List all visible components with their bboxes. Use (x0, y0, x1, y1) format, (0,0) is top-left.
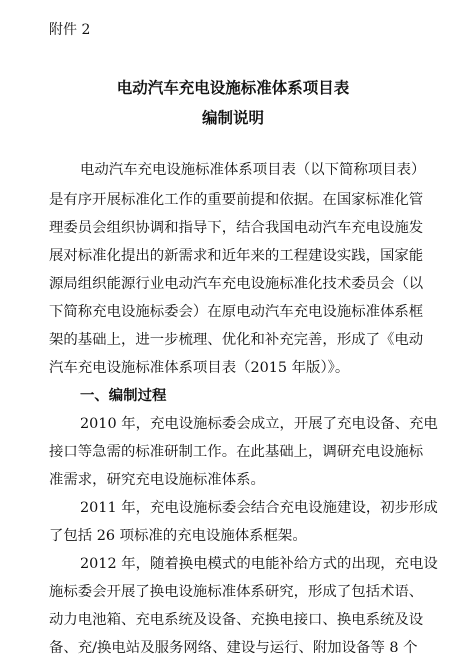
paragraph-line: 动力电池箱、充电系统及设备、充换电接口、换电系统及设 (49, 612, 424, 628)
paragraph-line: 备、充/换电站及服务网络、建设与运行、附加设备等 8 个 (49, 640, 418, 656)
intro-line: 架的基础上，进一步梳理、优化和补充完善，形成了《电动 (49, 332, 424, 348)
paragraph-line: 2012 年，随着换电模式的电能补给方式的出现，充电设 (80, 556, 438, 572)
intro-line: 展对标准化提出的新需求和近年来的工程建设实践，国家能 (49, 248, 424, 264)
paragraph-line: 2010 年，充电设施标委会成立，开展了充电设备、充电 (80, 416, 438, 432)
intro-line: 是有序开展标准化工作的重要前提和依据。在国家标准化管 (49, 192, 424, 208)
document-title: 电动汽车充电设施标准体系项目表 (116, 79, 350, 97)
paragraph-line: 接口等急需的标准研制工作。在此基础上，调研充电设施标 (49, 444, 424, 460)
attachment-label: 附件 2 (49, 22, 91, 38)
intro-line: 源局组织能源行业电动汽车充电设施标准化技术委员会（以 (49, 276, 424, 292)
paragraph-line: 2011 年，充电设施标委会结合充电设施建设，初步形成 (80, 500, 438, 516)
intro-line: 下简称充电设施标委会）在原电动汽车充电设施标准体系框 (49, 304, 424, 320)
paragraph-line: 施标委会开展了换电设施标准体系研究，形成了包括术语、 (49, 584, 424, 600)
intro-line: 电动汽车充电设施标准体系项目表（以下简称项目表） (80, 162, 426, 178)
intro-line: 汽车充电设施标准体系项目表（2015 年版）》。 (49, 360, 350, 376)
paragraph-line: 了包括 26 项标准的充电设施体系框架。 (49, 528, 307, 544)
section-heading: 一、编制过程 (80, 388, 167, 404)
intro-line: 理委员会组织协调和指导下，结合我国电动汽车充电设施发 (49, 220, 424, 236)
paragraph-line: 准需求，研究充电设施标准体系。 (49, 472, 265, 488)
document-subtitle: 编制说明 (201, 109, 264, 127)
